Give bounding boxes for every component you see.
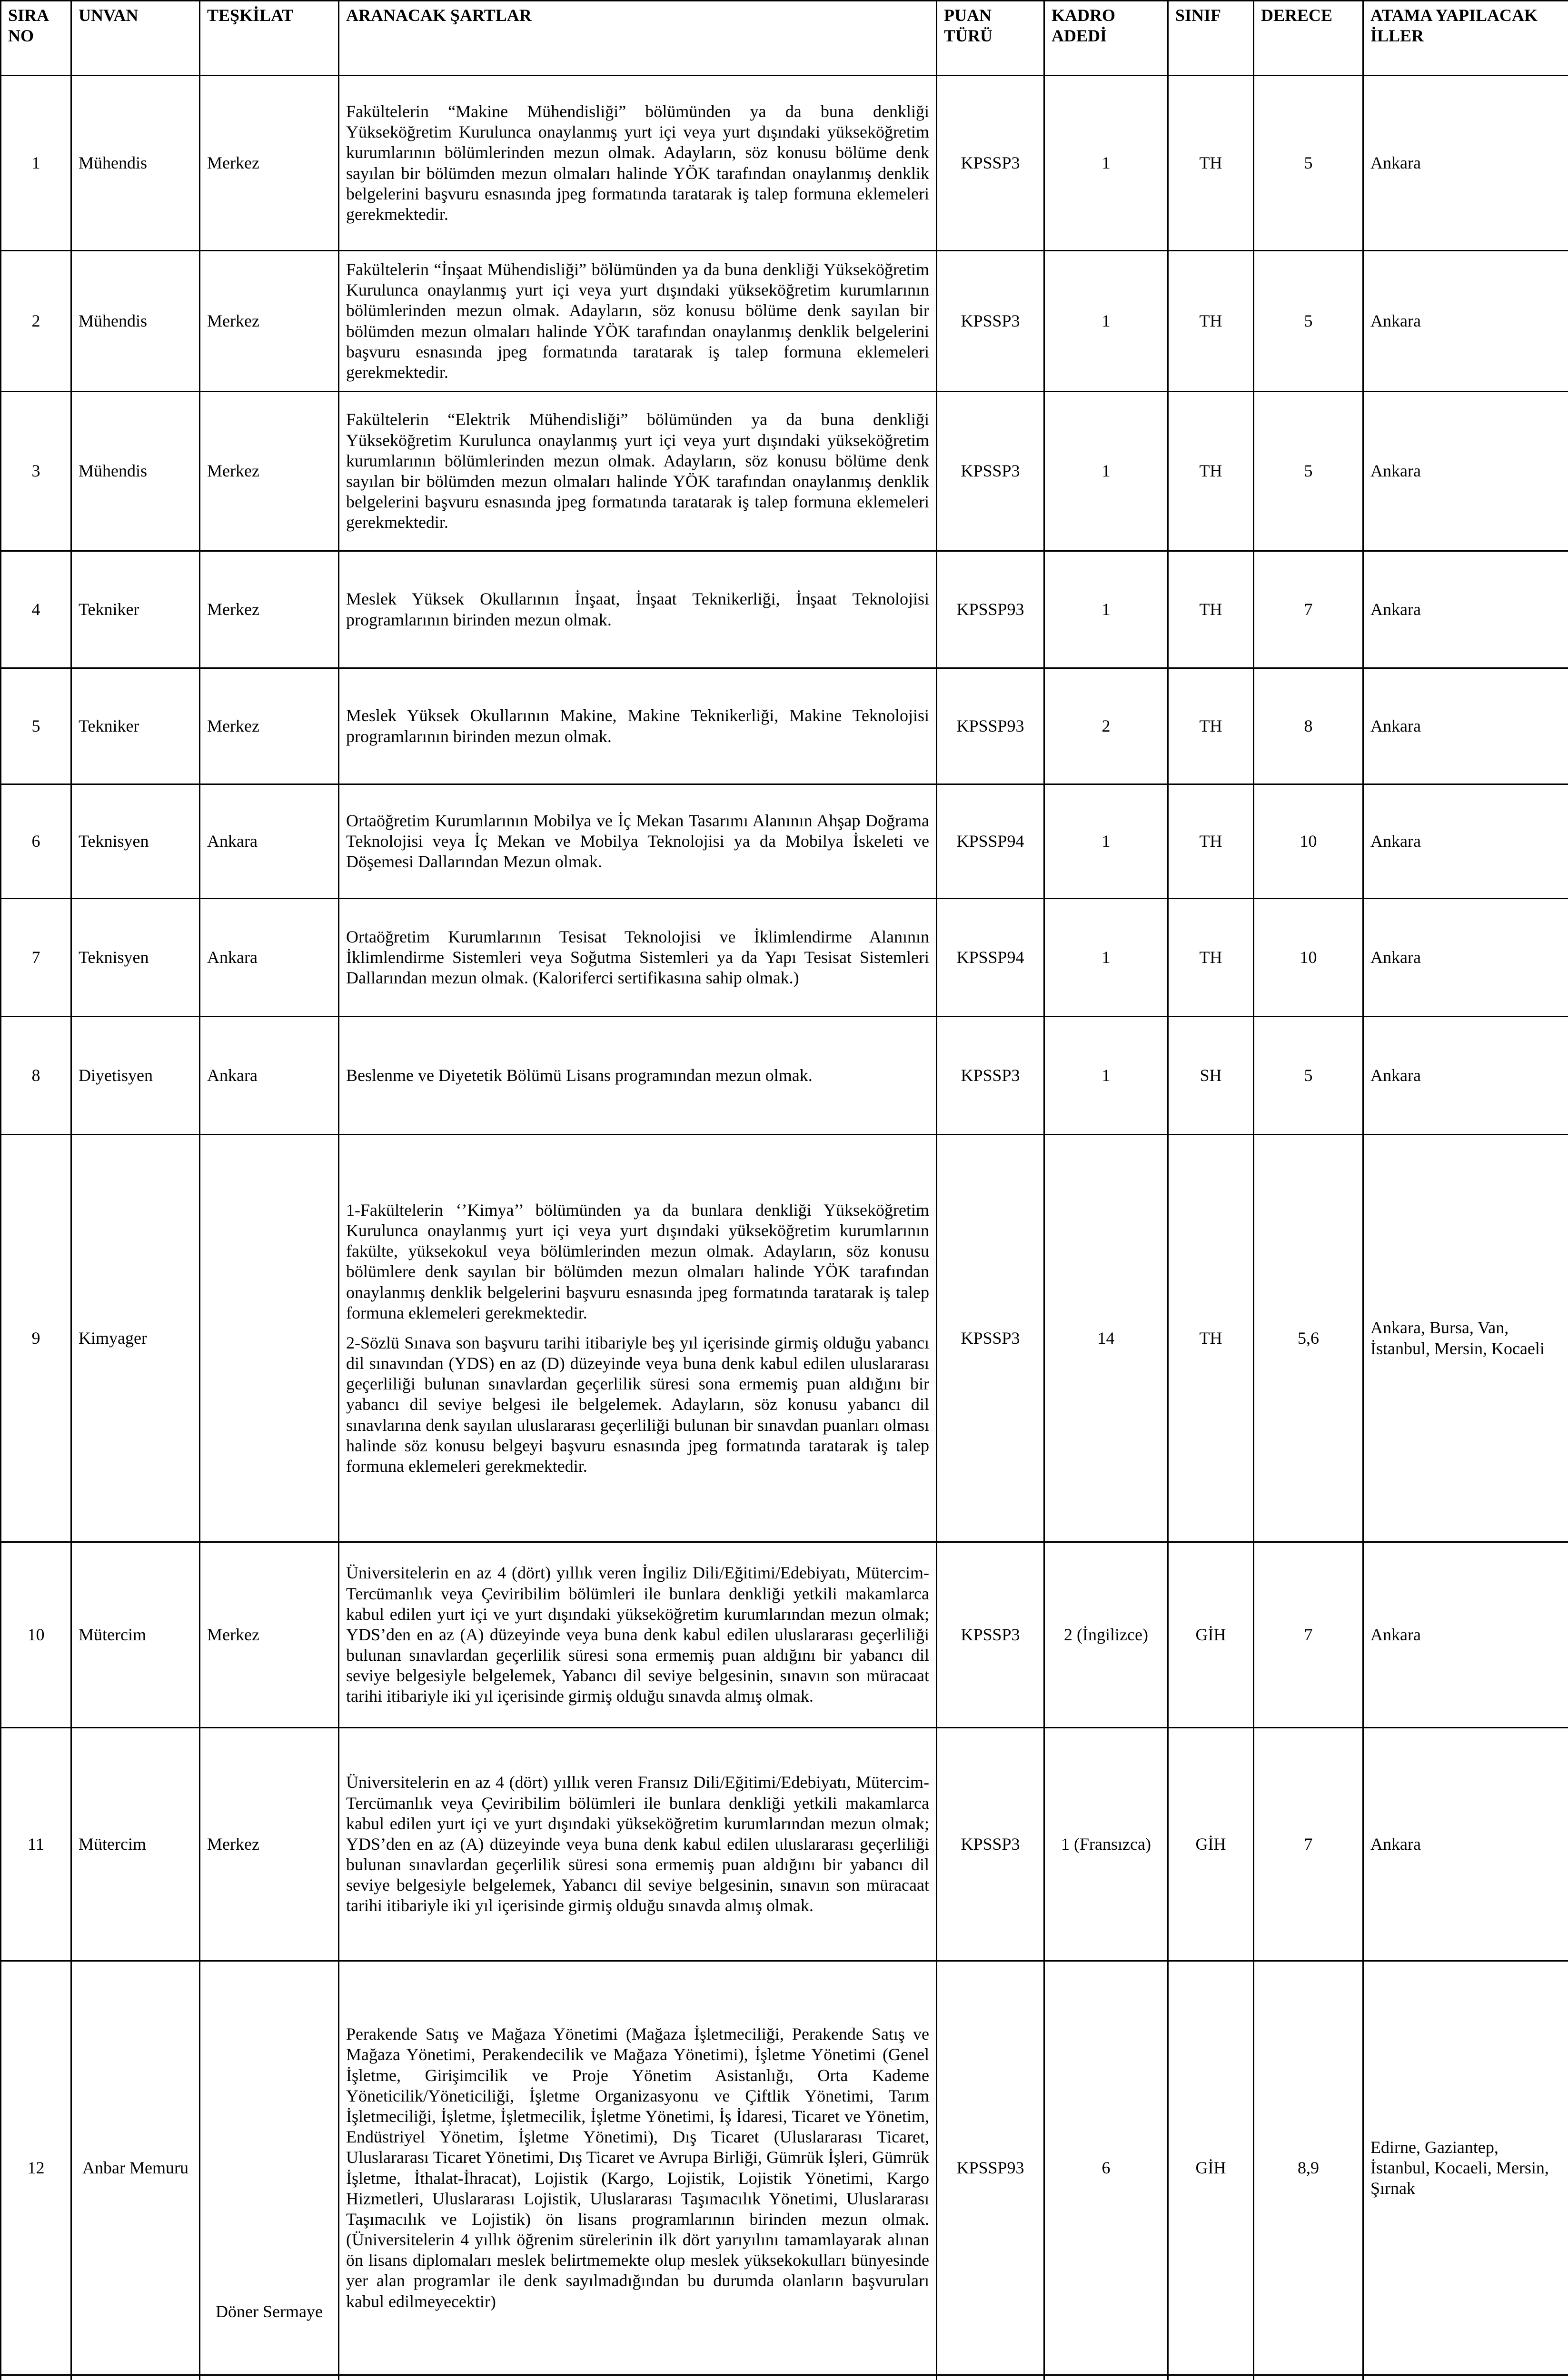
table-row (1, 2375, 1568, 2380)
row-cities: Ankara (1363, 668, 1568, 784)
row-degree: 5,6 (1254, 1135, 1363, 1542)
row-no: 12 (1, 1961, 71, 2375)
row-cities: Ankara (1363, 76, 1568, 251)
table-row (1, 551, 1568, 668)
row-class: TH (1168, 392, 1254, 551)
row-score-type: KPSSP3 (937, 392, 1044, 551)
row-no: 1 (1, 76, 71, 251)
requirement-text: Meslek Yüksek Okullarının Makine, Makine Teknikerliği, Makine Teknolojisi programlarının birinden mezun olmak. (346, 706, 929, 746)
row-degree: 10 (1254, 784, 1363, 899)
requirement-text: Ortaöğretim Kurumlarının Mobilya ve İç Mekan Tasarımı Alanının Ahşap Doğrama Teknolojisi veya İç Mekan ve Mobilya Teknolojisi ya da Mobilya İskeleti ve Döşemesi Dallarından Mezun olmak. (346, 811, 929, 872)
row-score-type (937, 2375, 1044, 2380)
row-cities: Ankara (1363, 1728, 1568, 1961)
row-requirements (339, 1961, 937, 2375)
row-org: Merkez (200, 251, 339, 392)
table-row (1, 784, 1568, 899)
row-class: GİH (1168, 1961, 1254, 2375)
row-score-type: KPSSP3 (937, 1728, 1044, 1961)
row-no: 10 (1, 1542, 71, 1728)
header-score-type: PUAN TÜRÜ (937, 1, 1044, 76)
row-count: 1 (1044, 1017, 1168, 1135)
row-score-type: KPSSP3 (937, 1542, 1044, 1728)
row-title: Teknisyen (71, 899, 200, 1017)
row-count (1044, 2375, 1168, 2380)
row-degree: 5 (1254, 251, 1363, 392)
row-title (71, 2375, 200, 2380)
row-degree: 10 (1254, 899, 1363, 1017)
requirement-text: Üniversitelerin en az 4 (dört) yıllık veren İngiliz Dili/Eğitimi/Edebiyatı, Mütercim-Tercümanlık veya Çeviribilim bölümleri ile bunlara denkliği yetkili makamlarca kabul edilen yurt içi ve yurt dışındaki yükseköğretim kurumlarından mezun olmak; YDS’den en az (A) düzeyinde veya buna denk kabul edilen uluslararası geçerliliği bulunan sınavlardan geçerlilik süresi sona ermemiş puan aldığını bir yabancı dil seviye belgesiyle belgelemek, Yabancı dil seviye belgesinin, sınavın son müracaat tarihi itibariyle iki yıl içerisinde girmiş olduğu sınavda almış olmak. (346, 1563, 929, 1706)
row-requirements (339, 1017, 937, 1135)
requirement-text: 2-Sözlü Sınava son başvuru tarihi itibariyle beş yıl içerisinde girmiş olduğu yabancı dil sınavından (YDS) en az (D) düzeyinde veya buna denk kabul edilen uluslararası geçerliliği bulunan sınavlardan geçerlilik süresi sona ermemiş puan aldığını bir yabancı dil seviye belgesi ile belgelemek. Adayların, söz konusu yabancı dil sınavlarına denk sayılan uluslararası geçerliliği bulunan bir sınavdan puanları olması halinde söz konusu belgeyi başvuru esnasında jpeg formatında taratarak iş talep formuna eklemeleri gerekmektedir. (346, 1333, 929, 1476)
row-degree (1254, 2375, 1363, 2380)
requirement-text: 1-Fakültelerin ‘’Kimya’’ bölümünden ya da bunlara denkliği Yükseköğretim Kurulunca onaylanmış yurt içi veya yurt dışındaki yükseköğretim kurumlarının fakülte, yüksekokul veya bölümlerinden mezun olmak. Adayların, söz konusu bölümlere denk sayılan bir bölümden mezun olmaları halinde YÖK tarafından onaylanmış denklik belgelerini başvuru esnasında jpeg formatında taratarak iş talep formuna eklemeleri gerekmektedir. (346, 1200, 929, 1322)
header-org: TEŞKİLAT (200, 1, 339, 76)
row-requirements (339, 668, 937, 784)
requirement-text: Fakültelerin “İnşaat Mühendisliği” bölümünden ya da buna denkliği Yükseköğretim Kurulunca onaylanmış yurt içi veya yurt dışındaki yükseköğretim kurumlarının bölümlerinden mezun olmak. Adayların, söz konusu bölüme denk sayılan bir bölümden mezun olmaları halinde YÖK tarafından onaylanmış denklik belgelerini başvuru esnasında jpeg formatında taratarak iş talep formuna eklemeleri gerekmektedir. (346, 259, 929, 382)
row-score-type: KPSSP93 (937, 551, 1044, 668)
requirement-text: Meslek Yüksek Okullarının İnşaat, İnşaat Teknikerliği, İnşaat Teknolojisi programlarının birinden mezun olmak. (346, 589, 929, 629)
row-class: GİH (1168, 1728, 1254, 1961)
header-no: SIRA NO (1, 1, 71, 76)
table-row (1, 1961, 1568, 2375)
row-cities: Ankara (1363, 899, 1568, 1017)
row-class: TH (1168, 1135, 1254, 1542)
row-score-type: KPSSP94 (937, 899, 1044, 1017)
row-title: Mütercim (71, 1542, 200, 1728)
header-class: SINIF (1168, 1, 1254, 76)
table-row (1, 251, 1568, 392)
header-count: KADRO ADEDİ (1044, 1, 1168, 76)
row-org: Ankara (200, 784, 339, 899)
header-requirements: ARANACAK ŞARTLAR (339, 1, 937, 76)
row-title: Mühendis (71, 251, 200, 392)
row-title: Mütercim (71, 1728, 200, 1961)
row-class: TH (1168, 551, 1254, 668)
row-class: TH (1168, 668, 1254, 784)
row-title: Tekniker (71, 551, 200, 668)
row-score-type: KPSSP93 (937, 1961, 1044, 2375)
row-cities: Ankara (1363, 392, 1568, 551)
row-cities: Ankara (1363, 251, 1568, 392)
row-score-type: KPSSP3 (937, 1135, 1044, 1542)
row-org: Merkez (200, 392, 339, 551)
row-title: Diyetisyen (71, 1017, 200, 1135)
row-requirements (339, 899, 937, 1017)
table-row (1, 392, 1568, 551)
row-requirements (339, 1542, 937, 1728)
row-class: SH (1168, 1017, 1254, 1135)
row-score-type: KPSSP3 (937, 76, 1044, 251)
row-count: 14 (1044, 1135, 1168, 1542)
row-no: 3 (1, 392, 71, 551)
table-row (1, 1542, 1568, 1728)
row-count: 1 (1044, 76, 1168, 251)
row-requirements (339, 2375, 937, 2380)
table-row (1, 1728, 1568, 1961)
row-count: 6 (1044, 1961, 1168, 2375)
row-class: TH (1168, 899, 1254, 1017)
row-degree: 5 (1254, 392, 1363, 551)
row-count: 2 (1044, 668, 1168, 784)
row-count: 1 (1044, 899, 1168, 1017)
table-row (1, 1017, 1568, 1135)
row-class: TH (1168, 251, 1254, 392)
row-org: Döner Sermaye (200, 1961, 339, 2375)
row-degree: 8 (1254, 668, 1363, 784)
row-requirements (339, 784, 937, 899)
row-requirements (339, 1135, 937, 1542)
row-requirements (339, 251, 937, 392)
row-cities: Ankara, Bursa, Van, İstanbul, Mersin, Kocaeli (1363, 1135, 1568, 1542)
requirement-text: Ortaöğretim Kurumlarının Tesisat Teknolojisi ve İklimlendirme Alanının İklimlendirme Sistemleri veya Soğutma Sistemleri ya da Yapı Tesisat Sistemleri Dallarından mezun olmak. (Kaloriferci sertifikasına sahip olmak.) (346, 927, 929, 988)
row-cities: Ankara (1363, 551, 1568, 668)
table-row (1, 76, 1568, 251)
row-org: Merkez (200, 76, 339, 251)
row-score-type: KPSSP94 (937, 784, 1044, 899)
row-count: 1 (1044, 392, 1168, 551)
row-org (200, 1135, 339, 1542)
row-requirements (339, 76, 937, 251)
row-cities: Edirne, Gaziantep, İstanbul, Kocaeli, Mersin, Şırnak (1363, 1961, 1568, 2375)
row-org: Merkez (200, 1542, 339, 1728)
row-class: TH (1168, 76, 1254, 251)
row-count: 1 (Fransızca) (1044, 1728, 1168, 1961)
row-count: 1 (1044, 251, 1168, 392)
row-title: Teknisyen (71, 784, 200, 899)
row-cities: Ankara (1363, 1017, 1568, 1135)
row-class: TH (1168, 784, 1254, 899)
row-degree: 7 (1254, 1542, 1363, 1728)
row-class (1168, 2375, 1254, 2380)
requirement-text: Perakende Satış ve Mağaza Yönetimi (Mağaza İşletmeciliği, Perakende Satış ve Mağaza Yönetimi, Perakendecilik ve Mağaza Yönetimi), İşletme Yönetimi (Genel İşletme, Girişimcilik ve Proje Yönetim Asistanlığı, Orta Kademe Yöneticilik/Yöneticiliği, İşletme Organizasyonu ve Çiftlik Yönetimi, Tarım İşletmeciliği, İşletme, İşletmecilik, İşletme Yönetimi, İş İdaresi, Ticaret ve Yönetim, Endüstriyel Yönetim, İşletme Yönetimi), Dış Ticaret (Uluslararası Ticaret, Uluslararası Ticaret Yönetimi, Dış Ticaret ve Avrupa Birliği, Gümrük İşleri, Gümrük İşletme, İthalat-İhracat), Lojistik (Kargo, Lojistik, Lojistik Yönetimi, Kargo Hizmetleri, Uluslararası Lojistik, Uluslararası Taşımacılık Yönetimi, Uluslararası Taşımacılık ve Lojistik) ön lisans programlarının birinden mezun olmak. (Üniversitelerin 4 yıllık öğrenim sürelerinin ilk dört yarıyılını tamamlayarak alınan ön lisans diplomaları meslek belirtmemekte olup meslek yüksekokulları bünyesinde yer alan programlar ile denk sayılmadığından bu durumda olanların başvuruları kabul edilmeyecektir) (346, 2024, 929, 2311)
row-requirements (339, 551, 937, 668)
row-title: Kimyager (71, 1135, 200, 1542)
table-body (1, 76, 1568, 2380)
row-count: 1 (1044, 784, 1168, 899)
row-org: Merkez (200, 668, 339, 784)
row-no: 8 (1, 1017, 71, 1135)
row-degree: 8,9 (1254, 1961, 1363, 2375)
requirement-text: Fakültelerin “Makine Mühendisliği” bölümünden ya da buna denkliği Yükseköğretim Kurulunca onaylanmış yurt içi veya yurt dışındaki yükseköğretim kurumlarının bölümlerinden mezun olmak. Adayların, söz konusu bölüme denk sayılan bir bölümden mezun olmaları halinde YÖK tarafından onaylanmış denklik belgelerini başvuru esnasında jpeg formatında taratarak iş talep formuna eklemeleri gerekmektedir. (346, 101, 929, 224)
row-title: Mühendis (71, 392, 200, 551)
row-count: 2 (İngilizce) (1044, 1542, 1168, 1728)
row-cities (1363, 2375, 1568, 2380)
requirement-text: Fakültelerin “Elektrik Mühendisliği” bölümünden ya da buna denkliği Yükseköğretim Kurulunca onaylanmış yurt içi veya yurt dışındaki yükseköğretim kurumlarının bölümlerinden mezun olmak. Adayların, söz konusu bölüme denk sayılan bir bölümden mezun olmaları halinde YÖK tarafından onaylanmış denklik belgelerini başvuru esnasında jpeg formatında taratarak iş talep formuna eklemeleri gerekmektedir. (346, 410, 929, 532)
table-row (1, 668, 1568, 784)
table-row (1, 899, 1568, 1017)
header-row (1, 1, 1568, 76)
table-row (1, 1135, 1568, 1542)
row-title: Tekniker (71, 668, 200, 784)
row-degree: 7 (1254, 551, 1363, 668)
row-class: GİH (1168, 1542, 1254, 1728)
row-no: 7 (1, 899, 71, 1017)
row-score-type: KPSSP3 (937, 1017, 1044, 1135)
row-cities: Ankara (1363, 784, 1568, 899)
header-cities: ATAMA YAPILACAK İLLER (1363, 1, 1568, 76)
row-org: Merkez (200, 1728, 339, 1961)
row-count: 1 (1044, 551, 1168, 668)
row-no: 9 (1, 1135, 71, 1542)
requirement-text: Beslenme ve Diyetetik Bölümü Lisans programından mezun olmak. (346, 1065, 813, 1085)
row-org (200, 2375, 339, 2380)
row-no: 5 (1, 668, 71, 784)
row-score-type: KPSSP3 (937, 251, 1044, 392)
row-cities: Ankara (1363, 1542, 1568, 1728)
row-requirements (339, 1728, 937, 1961)
row-degree: 5 (1254, 1017, 1363, 1135)
header-title: UNVAN (71, 1, 200, 76)
row-no: 6 (1, 784, 71, 899)
row-degree: 5 (1254, 76, 1363, 251)
row-org: Merkez (200, 551, 339, 668)
row-no: 2 (1, 251, 71, 392)
row-requirements (339, 392, 937, 551)
header-degree: DERECE (1254, 1, 1363, 76)
row-title: Mühendis (71, 76, 200, 251)
row-no: 11 (1, 1728, 71, 1961)
row-org: Ankara (200, 899, 339, 1017)
row-org: Ankara (200, 1017, 339, 1135)
row-score-type: KPSSP93 (937, 668, 1044, 784)
row-degree: 7 (1254, 1728, 1363, 1961)
requirement-text: Üniversitelerin en az 4 (dört) yıllık veren Fransız Dili/Eğitimi/Edebiyatı, Mütercim-Tercümanlık veya Çeviribilim bölümleri ile bunlara denkliği yetkili makamlarca kabul edilen yurt içi ve yurt dışındaki yükseköğretim kurumlarından mezun olmak; YDS’den en az (A) düzeyinde veya buna denk kabul edilen uluslararası geçerliliği bulunan sınavlardan geçerlilik süresi sona ermemiş puan aldığını bir yabancı dil seviye belgesiyle belgelemek, Yabancı dil seviye belgesinin, sınavın son müracaat tarihi itibariyle iki yıl içerisinde girmiş olduğu sınavda almış olmak. (346, 1773, 929, 1915)
row-no (1, 2375, 71, 2380)
row-title: Anbar Memuru (71, 1961, 200, 2375)
row-no: 4 (1, 551, 71, 668)
